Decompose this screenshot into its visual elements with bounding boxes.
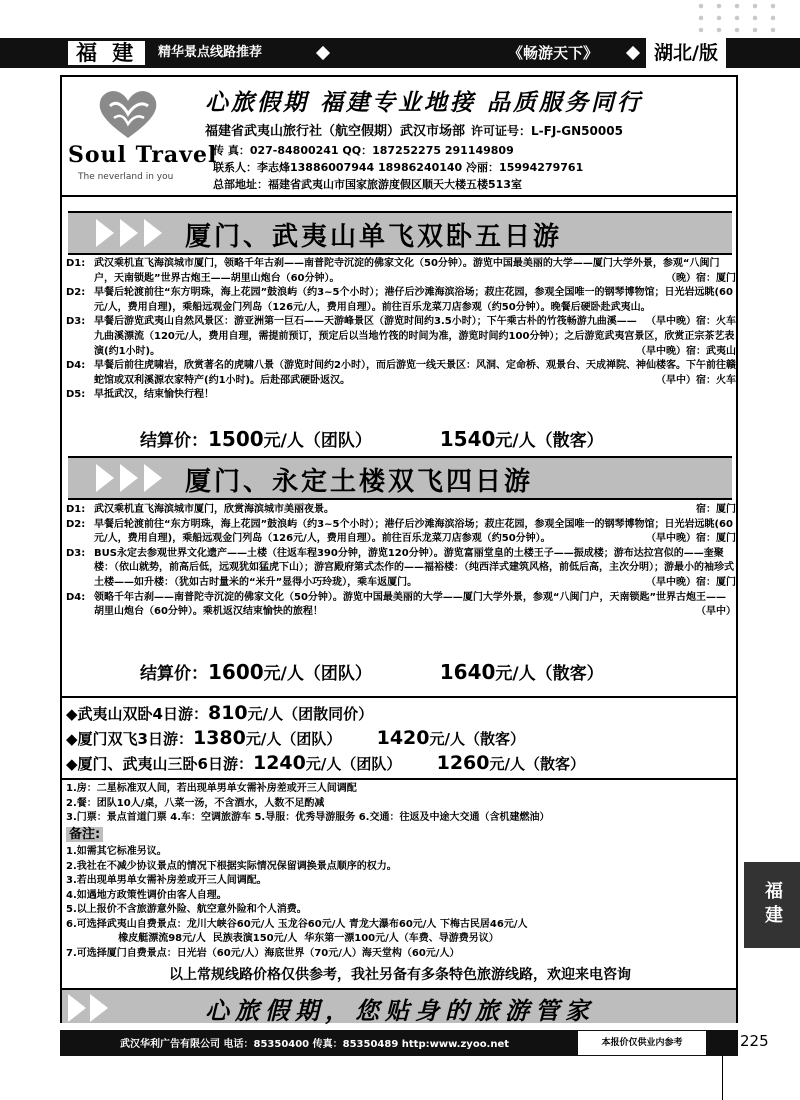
route-price: [140, 659, 604, 684]
day-meal: （早中晚）宿：武夷山: [636, 345, 736, 357]
package-unit: 元/人（团队）: [245, 730, 342, 748]
price-scatter: 1640: [439, 660, 496, 684]
day-text: 早抵武汉，结束愉快行程！: [94, 389, 214, 401]
divider: [62, 696, 736, 698]
package-unit: 元/人（团队）: [305, 755, 402, 773]
price-group: 1500: [208, 427, 264, 451]
chevron-right-icon: [144, 464, 162, 492]
chevron-right-icon: [68, 994, 86, 1022]
day-meal: （早中）: [696, 606, 736, 618]
logo-tagline: The neverland in you: [78, 172, 174, 182]
price-group: 1600: [208, 660, 264, 684]
company-name-text: 福建省武夷山旅行社（航空假期）武汉市场部: [205, 124, 466, 139]
day-label: D2:: [66, 518, 86, 530]
itinerary-day: [66, 388, 736, 403]
day-meal: （早中）宿：火车: [656, 374, 736, 386]
itinerary-day: [66, 518, 736, 547]
day-label: D1:: [66, 504, 86, 515]
chevron-right-icon: [96, 219, 114, 247]
page-number: 225: [740, 1032, 769, 1050]
itinerary-day: [66, 591, 736, 620]
package-name: ◆厦门、武夷山三卧6日游：: [66, 755, 253, 773]
inclusion-item: 2.餐：团队10人/桌，八菜一汤，不含酒水，人数不足酌减: [66, 797, 325, 809]
itinerary: [66, 503, 736, 620]
package-price: 1380: [192, 727, 246, 749]
header-subtitle: 精华景点线路推荐: [158, 45, 263, 60]
note-item: 6.可选择武夷山自费景点：龙川大峡谷60元/人 玉龙谷60元/人 青龙大瀑布60元/人 下梅古民居46元/人: [66, 918, 528, 930]
day-text: 早餐后前往虎啸岩，欣赏著名的虎啸八景（游览时间约2小时），而后游览一线天景区：风洞、定命桥、观景台、天成禅院、神仙楼客。下午前往赣蛇馆或双利溪源农家特产(约1小时)。后赴邵武硬卧返汉。: [94, 360, 736, 386]
company-slogan: 心旅假期 福建专业地接 品质服务同行: [205, 90, 644, 116]
company-name: [205, 120, 623, 139]
route-title: 厦门、永定土楼双飞四日游: [185, 467, 534, 497]
inclusion-item: 3.门票：景点首道门票 4.车：空调旅游车 5.导服：优秀导游服务 6.交通：往返及中途大交通（含机建燃油）: [66, 812, 550, 823]
call-to-action: 以上常规线路价格仅供参考，我社另备有多条特色旅游线路，欢迎来电咨询: [169, 967, 631, 983]
day-text: 早餐后轮渡前往“东方明珠，海上花园”鼓浪屿（约3~5个小时）；港仔后沙滩海滨浴场；菽庄花园，参观全国唯一的钢琴博物馆；日光岩远眺(60元/人，费用自理)，乘船远观金门列岛（126元/人，费用自理）。前往百乐龙菜刀店参观（约50分钟）。晚餐后硬卧赴武夷山。: [94, 287, 733, 313]
package-unit: 元/人（散客）: [489, 755, 585, 773]
logo-text: Soul Travel: [68, 142, 218, 168]
contact-line: 传 真：027-84800241 QQ：187252275 291149809: [213, 144, 514, 157]
day-label: D5:: [66, 389, 86, 401]
edition-label: 湖北/版: [646, 38, 726, 68]
package-name: ◆武夷山双卧4日游：: [66, 705, 208, 723]
chevron-right-icon: [120, 219, 138, 247]
note-item: 3.若出现单男单女需补房差或开三人间调配。: [66, 875, 267, 886]
itinerary-day: [66, 503, 736, 518]
itinerary: [66, 257, 736, 403]
package-unit: 元/人（散客）: [429, 730, 525, 748]
address-line: 总部地址：福建省武夷山市国家旅游度假区顺天大楼五楼513室: [213, 178, 522, 191]
price-label: 结算价：: [140, 431, 208, 451]
day-label: D2:: [66, 287, 86, 299]
chevron-right-icon: [90, 994, 108, 1022]
day-text: BUS永定去参观世界文化遗产——土楼（往返车程390分钟，游览120分钟）。游览富丽堂皇的土楼王子——振成楼；游布达拉宫似的——奎聚楼：（依山就势，前高后低，远观犹如猛虎下山）；游宫殿府第式杰作的——福裕楼：（纯西洋式建筑风格，前低后高，主次分明）；游最小的袖珍式土楼——如升楼：（犹如古时量米的“米升”显得小巧玲珑），乘车返厦门。: [94, 547, 734, 588]
day-meal: （早中晚）宿：火车: [646, 316, 736, 328]
day-meal: （晚）宿：厦门: [666, 272, 736, 284]
package-price: 1420: [376, 727, 430, 749]
note-item: 橡皮艇漂流98元/人 民族表演150元/人 华东第一漂100元/人（车费、导游费另议）: [66, 933, 499, 944]
license-number: 许可证号：L-FJ-GN50005: [471, 124, 623, 138]
banner-slogan: 心旅假期，您贴身的旅游管家: [205, 996, 595, 1025]
chevron-right-icon: [96, 464, 114, 492]
package-price: 1240: [252, 752, 306, 774]
note-item: 5.以上报价不含旅游意外险、航空意外险和个人消费。: [66, 904, 307, 915]
inclusion-item: 1.房：二星标准双人间，若出现单男单女需补房差或开三人间调配: [66, 783, 357, 794]
day-label: D3:: [66, 547, 86, 559]
dot-pattern: [692, 0, 784, 38]
route-price: [140, 426, 604, 451]
day-meal: 宿：厦门: [696, 504, 736, 515]
inclusions: [66, 782, 734, 961]
chevron-right-icon: [120, 464, 138, 492]
price-unit: 元/人（散客）: [495, 431, 604, 451]
package-line: [66, 752, 585, 774]
price-unit: 元/人（散客）: [495, 664, 604, 684]
package-price: 810: [207, 702, 248, 724]
notes-heading: 备注:: [66, 827, 103, 842]
note-item: 7.可选择厦门自费景点：日光岩（60元/人）海底世界（70元/人）海天堂构（60元/人）: [66, 947, 460, 959]
footer-info: 武汉华利广告有限公司 电话：85350400 传真：85350489 http:www.zyoo.net: [120, 1039, 510, 1050]
day-label: D3:: [66, 316, 86, 328]
contact-line: 联系人：李志烽13886007944 18986240140 冷丽：15994279761: [213, 161, 584, 174]
day-label: D4:: [66, 360, 86, 372]
day-meal: （早中晚）宿：厦门: [646, 533, 736, 545]
heart-logo-icon: [96, 88, 160, 140]
day-text: 早餐后游览武夷山自然风景区：游亚洲第一巨石——天游峰景区（游览时间约3.5小时）；下午乘古朴的竹筏畅游九曲溪——九曲溪漂流（120元/人，费用自理，需提前预订，预定后以当地竹筏的时间为准，游览时间约100分钟）；之后游览武夷宫景区，欣赏正宗茶艺表演(约1小时)。: [94, 316, 735, 357]
itinerary-day: [66, 257, 736, 286]
package-line: [66, 702, 373, 724]
divider: [62, 778, 736, 780]
footer-disclaimer: 本报价仅供业内参考: [578, 1031, 706, 1055]
package-line: [66, 727, 525, 749]
divider: [722, 1056, 723, 1100]
price-unit: 元/人（团队）: [263, 431, 372, 451]
package-name: ◆厦门双飞3日游：: [66, 730, 193, 748]
day-label: D1:: [66, 258, 86, 269]
note-item: 2.我社在不减少协议景点的情况下根据实际情况保留调换景点顺序的权力。: [66, 860, 397, 872]
day-text: 早餐后轮渡前往“东方明珠，海上花园”鼓浪屿（约3~5个小时）；港仔后沙滩海滨浴场；菽庄花园，参观全国唯一的钢琴博物馆；日光岩远眺(60元/人，费用自理)，乘船远观金门列岛（126元/人，费用自理）。前往百乐龙菜刀店参观（约50分钟）。: [94, 518, 733, 545]
day-text: 武汉乘机直飞海滨城市厦门，领略千年古刹——南普陀寺沉淀的佛家文化（50分钟）。游览中国最美丽的大学——厦门大学外景，参观“八闽门户，天南锁匙”世界古炮王——胡里山炮台（60分钟）。: [94, 258, 720, 284]
day-label: D4:: [66, 591, 86, 603]
chevron-right-icon: [144, 219, 162, 247]
price-scatter: 1540: [439, 427, 496, 451]
region-side-tab: 福建: [744, 862, 800, 948]
day-meal: （早中晚）宿：厦门: [646, 576, 736, 588]
package-price: 1260: [436, 752, 490, 774]
itinerary-day: [66, 547, 736, 591]
note-item: 4.如遇地方政策性调价由客人自理。: [66, 889, 227, 901]
itinerary-day: [66, 359, 736, 388]
price-unit: 元/人（团队）: [263, 664, 372, 684]
itinerary-day: [66, 315, 736, 359]
price-label: 结算价：: [140, 664, 208, 684]
day-text: 领略千年古刹——南普陀寺沉淀的佛家文化（50分钟）。游览中国最美丽的大学——厦门大学外景，参观“八闽门户，天南锁匙”世界古炮王——胡里山炮台（60分钟）。乘机返汉结束愉快的旅程！: [94, 591, 727, 618]
route-title: 厦门、武夷山单飞双卧五日游: [185, 222, 563, 252]
note-item: 1.如需其它标准另议。: [66, 846, 167, 857]
header-brand: 福 建: [68, 41, 145, 65]
magazine-title: 《畅游天下》: [508, 44, 599, 62]
day-text: 武汉乘机直飞海滨城市厦门，欣赏海滨城市美丽夜景。: [94, 504, 334, 515]
package-unit: 元/人（团散同价）: [247, 705, 374, 723]
